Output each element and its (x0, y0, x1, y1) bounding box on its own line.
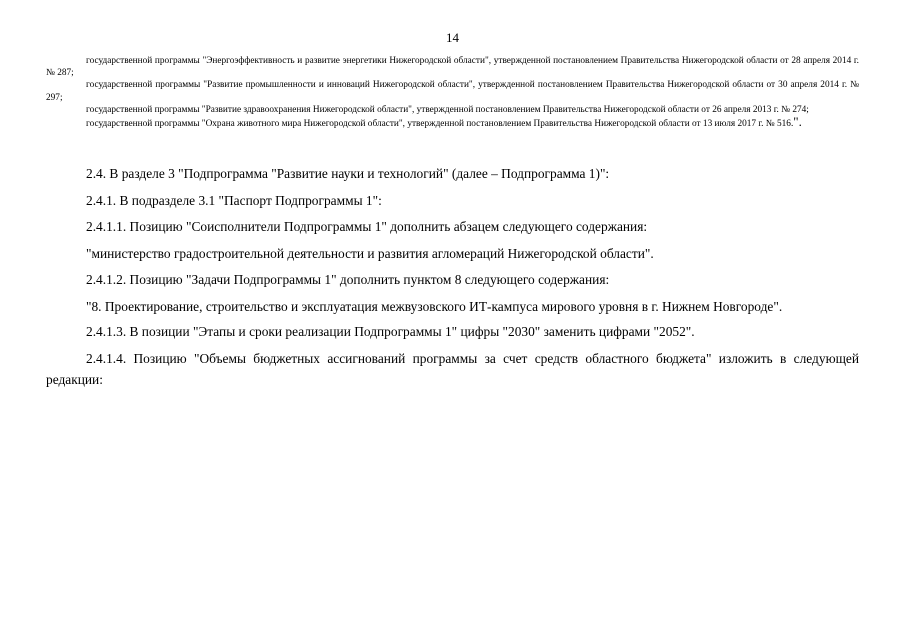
paragraph-section-2-4-1-3: 2.4.1.3. В позиции "Этапы и сроки реализации Подпрограммы 1" цифры "2030" заменить цифрами "2052". (86, 324, 695, 339)
program-list-item-text: государственной программы "Охрана животного мира Нижегородской области", утвержденной постановлением Правительства Нижегородской области от 13 июля 2017 г. № 516. (86, 119, 794, 130)
paragraph-ministry-quote: "министерство градостроительной деятельности и развития агломераций Нижегородской области". (86, 245, 654, 261)
page-number: 14 (446, 30, 459, 45)
program-list-item (46, 116, 859, 130)
paragraph-it-campus-quote: "8. Проектирование, строительство и эксплуатация межвузовского ИТ-кампуса мирового уровня в г. Нижнем Новгороде". (86, 298, 783, 314)
closing-quote: ". (793, 114, 802, 130)
program-list-item: государственной программы "Развитие здравоохранения Нижегородской области", утвержденной постановлением Правительства Нижегородской области от 26 апреля 2013 г. № 274; (86, 104, 809, 115)
paragraph-section-2-4-1: 2.4.1. В подразделе 3.1 "Паспорт Подпрограммы 1": (86, 192, 382, 208)
document-page (46, 0, 859, 640)
program-list-item: государственной программы "Энергоэффективность и развитие энергетики Нижегородской области", утвержденной постановлением Правительства Нижегородской области от 28 апреля 2014 г. № 287; (46, 56, 859, 79)
body-text (46, 163, 859, 394)
program-list-item: государственной программы "Развитие промышленности и инноваций Нижегородской области", утвержденной постановлением Правительства Нижегородской области от 30 апреля 2014 г. № 297; (46, 80, 859, 103)
program-list (46, 55, 859, 130)
paragraph-section-2-4-1-1: 2.4.1.1. Позицию "Соисполнители Подпрограммы 1" дополнить абзацем следующего содержания: (86, 219, 648, 234)
paragraph-section-2-4-1-2: 2.4.1.2. Позицию "Задачи Подпрограммы 1" дополнить пунктом 8 следующего содержания: (86, 272, 610, 287)
paragraph-section-2-4: 2.4. В разделе 3 "Подпрограмма "Развитие науки и технологий" (далее – Подпрограмма 1)": (86, 166, 610, 181)
paragraph-section-2-4-1-4: 2.4.1.4. Позицию "Объемы бюджетных ассигнований программы за счет средств областного бюджета" изложить в следующей редакции: (46, 350, 859, 387)
